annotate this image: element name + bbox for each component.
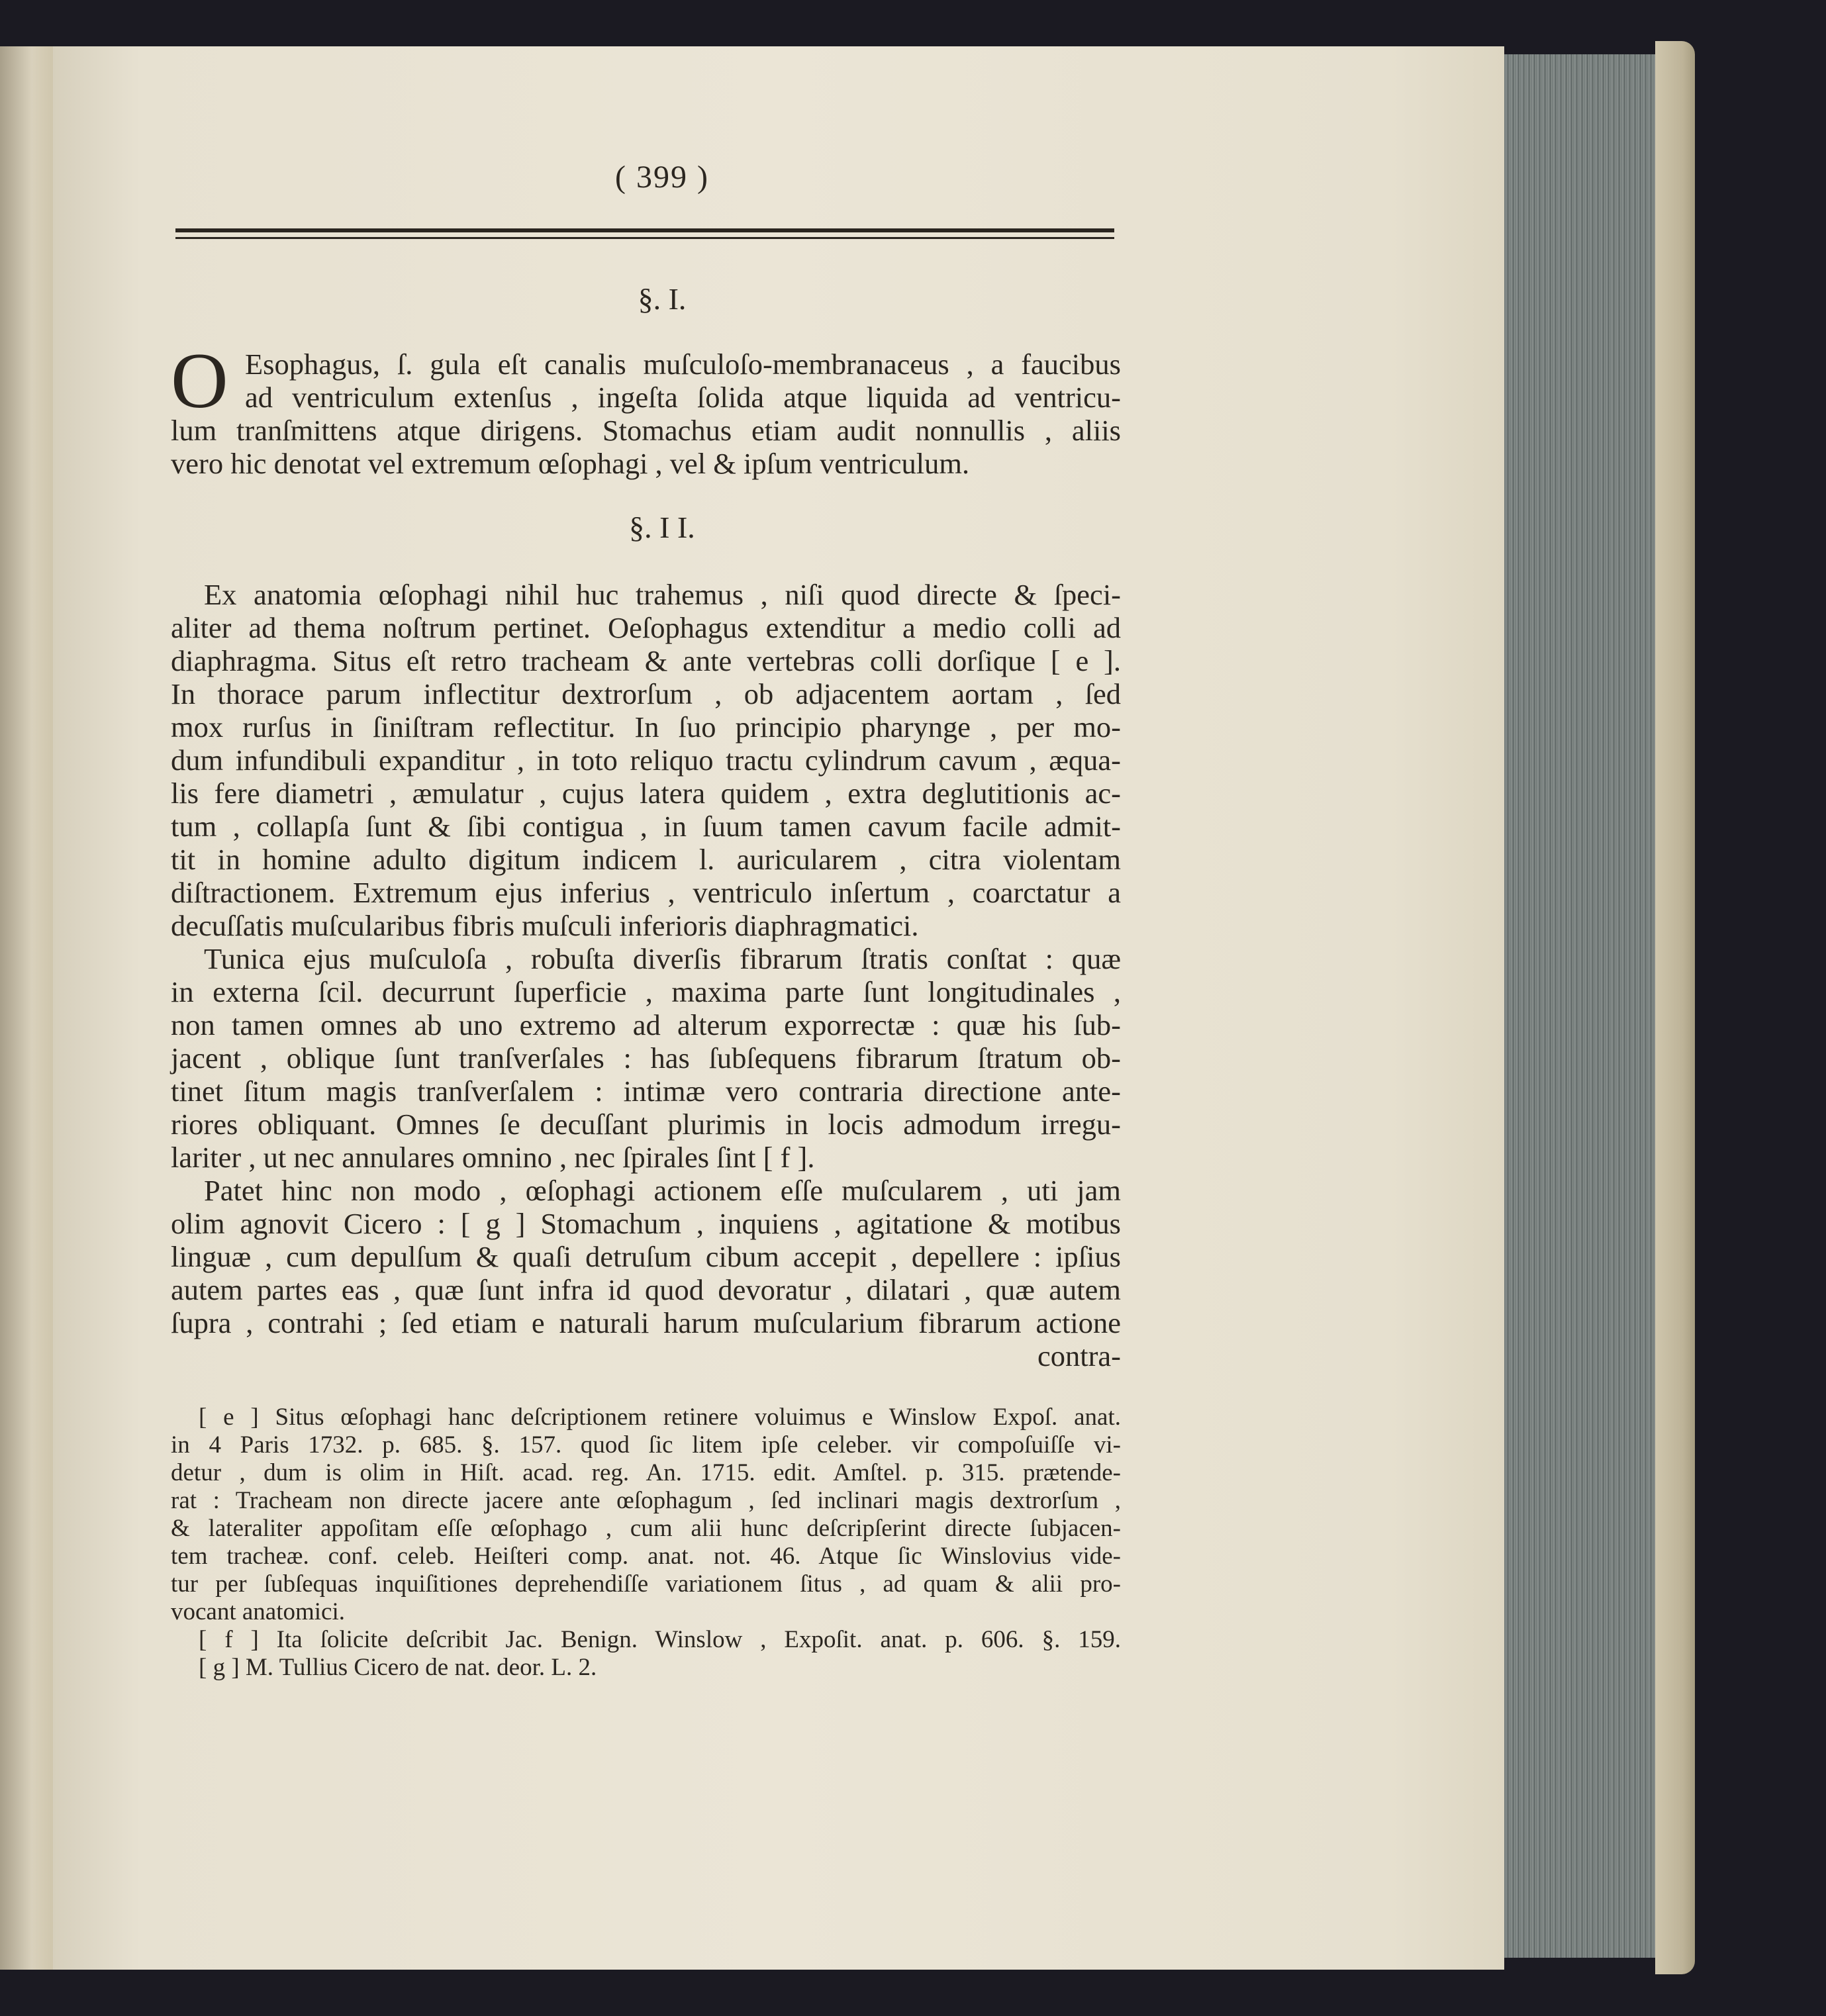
section-2-line: tit in homine adulto digitum indicem l. auricularem , citra violentam xyxy=(171,843,1121,876)
section-2-line: diaphragma. Situs eſt retro tracheam & ante vertebras colli dorſique [ e ]. xyxy=(171,644,1121,677)
section-2-line: lis fere diametri , æmulatur , cujus latera quidem , extra deglutitionis ac- xyxy=(171,777,1121,810)
left-page-edge xyxy=(0,46,53,1970)
section-2-line: diſtractionem. Extremum ejus inferius , ventriculo inſertum , coarctatur a xyxy=(171,876,1121,909)
page-number: ( 399 ) xyxy=(615,160,709,195)
section-2-line: dum infundibuli expanditur , in toto reliquo tractu cylindrum cavum , æqua- xyxy=(171,744,1121,777)
section-1-line: Esophagus, ſ. gula eſt canalis muſculoſo-membranaceus , a faucibus xyxy=(245,348,1121,381)
footnote-line: in 4 Paris 1732. p. 685. §. 157. quod ſic litem ipſe celeber. vir compoſuiſſe vi- xyxy=(171,1431,1121,1459)
section-2-heading: §. I I. xyxy=(629,510,695,544)
footnote-line: & lateraliter appoſitam eſſe œſophago , cum alii hunc deſcripſerint directe ſubjacen- xyxy=(171,1515,1121,1542)
book-cover-edge xyxy=(1655,41,1695,1974)
section-2-line: decuſſatis muſcularibus fibris muſculi inferioris diaphragmatici. xyxy=(171,909,919,942)
header-rule-thin xyxy=(175,237,1114,239)
section-2-line: riores obliquant. Omnes ſe decuſſant plurimis in locis admodum irregu- xyxy=(171,1108,1121,1141)
section-1-line: vero hic denotat vel extremum œſophagi , vel & ipſum ventriculum. xyxy=(171,447,970,480)
section-2-line: Patet hinc non modo , œſophagi actionem eſſe muſcularem , uti jam xyxy=(204,1174,1121,1207)
footnote-line: tem tracheæ. conf. celeb. Heiſteri comp. anat. not. 46. Atque ſic Winslovius vide- xyxy=(171,1543,1121,1570)
section-2-line: mox rurſus in ſiniſtram reflectitur. In ſuo principio pharynge , per mo- xyxy=(171,710,1121,744)
footnote-line: [ g ] M. Tullius Cicero de nat. deor. L. 2. xyxy=(199,1654,597,1681)
section-2-line: jacent , oblique ſunt tranſverſales : has ſubſequens fibrarum ſtratum ob- xyxy=(171,1041,1121,1075)
section-1-line: lum tranſmittens atque dirigens. Stomachus etiam audit nonnullis , aliis xyxy=(171,414,1121,447)
footnote-line: detur , dum is olim in Hiſt. acad. reg. An. 1715. edit. Amſtel. p. 315. prætende- xyxy=(171,1459,1121,1486)
section-2-line: tum , collapſa ſunt & ſibi contigua , in ſuum tamen cavum facile admit- xyxy=(171,810,1121,843)
section-2-line: non tamen omnes ab uno extremo ad alterum exporrectæ : quæ his ſub- xyxy=(171,1008,1121,1041)
section-2-line: aliter ad thema noſtrum pertinet. Oeſophagus extenditur a medio colli ad xyxy=(171,611,1121,644)
section-2-line: In thorace parum inflectitur dextrorſum , ob adjacentem aortam , ſed xyxy=(171,677,1121,710)
header-rule-thick xyxy=(175,228,1114,232)
section-2-line: Ex anatomia œſophagi nihil huc trahemus , niſi quod directe & ſpeci- xyxy=(204,578,1121,611)
section-2-line: tinet ſitum magis tranſverſalem : intimæ vero contraria directione ante- xyxy=(171,1075,1121,1108)
catchword: contra- xyxy=(1037,1339,1121,1372)
section-2-line: lariter , ut nec annulares omnino , nec ſpirales ſint [ f ]. xyxy=(171,1141,815,1174)
section-2-line: ſupra , contrahi ; ſed etiam e naturali harum muſcularium fibrarum actione xyxy=(171,1306,1121,1339)
section-1-line: ad ventriculum extenſus , ingeſta ſolida atque liquida ad ventricu- xyxy=(245,381,1121,414)
footnote-line: tur per ſubſequas inquiſitiones deprehendiſſe variationem ſitus , ad quam & alii pro- xyxy=(171,1570,1121,1598)
drop-cap: O xyxy=(171,336,228,424)
section-2-line: linguæ , cum depulſum & quaſi detruſum cibum accepit , depellere : ipſius xyxy=(171,1240,1121,1273)
section-2-line: Tunica ejus muſculoſa , robuſta diverſis fibrarum ſtratis conſtat : quæ xyxy=(204,942,1121,975)
footnote-line: [ e ] Situs œſophagi hanc deſcriptionem retinere voluimus e Winslow Expoſ. anat. xyxy=(199,1404,1121,1431)
footnote-line: [ f ] Ita ſolicite deſcribit Jac. Benign. Winslow , Expoſit. anat. p. 606. §. 159. xyxy=(199,1626,1121,1653)
section-2-line: olim agnovit Cicero : [ g ] Stomachum , inquiens , agitatione & motibus xyxy=(171,1207,1121,1240)
section-2-line: autem partes eas , quæ ſunt infra id quod devoratur , dilatari , quæ autem xyxy=(171,1273,1121,1306)
footnote-line: rat : Tracheam non directe jacere ante œſophagum , ſed inclinari magis dextrorſum , xyxy=(171,1487,1121,1514)
section-2-line: in externa ſcil. decurrunt ſuperficie , maxima parte ſunt longitudinales , xyxy=(171,975,1121,1008)
page-block-edge xyxy=(1504,54,1655,1958)
section-1-heading: §. I. xyxy=(638,282,687,316)
footnote-line: vocant anatomici. xyxy=(171,1598,346,1625)
